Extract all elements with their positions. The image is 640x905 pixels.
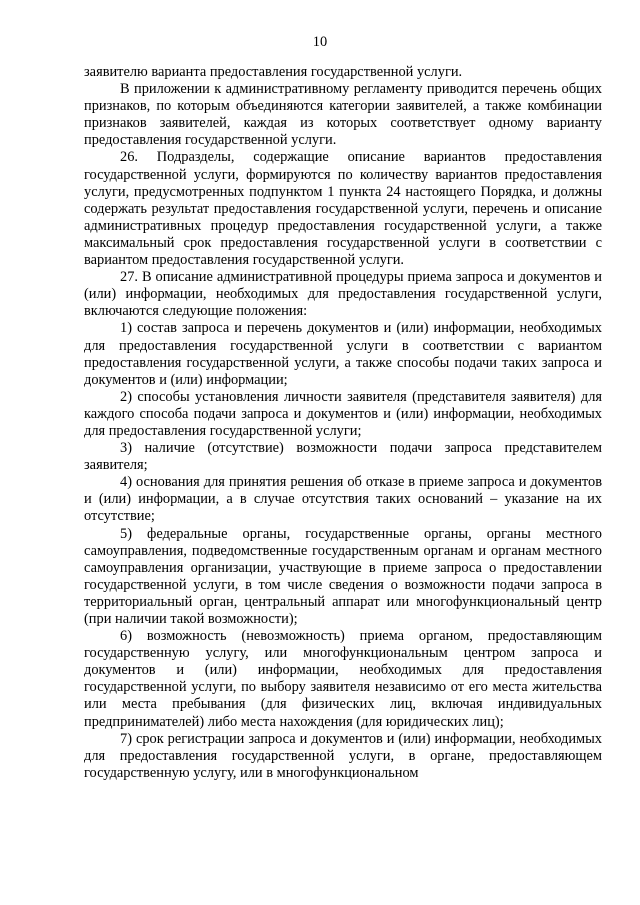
paragraph-3: 26. Подразделы, содержащие описание вариантов предоставления государственной услуги, формируются по количеству вариантов предоставления услуги, предусмотренных подпунктом 1 пункта 24 настоящего Порядка, и должны содержать результат предоставления государственной услуги, перечень и описание административных процедур предоставления государственной услуги, а также максимальный срок предоставления государственной услуги в соответствии с вариантом предоставления государственной услуги. <box>84 149 602 269</box>
list-item-7: 7) срок регистрации запроса и документов и (или) информации, необходимых для предоставления государственной услуги, в органе, предоставляющем государственную услугу, или в многофункциональном <box>84 730 602 781</box>
list-item-5: 5) федеральные органы, государственные органы, органы местного самоуправления, подведомственные государственным органам и органам местного самоуправления организации, участвующие в приеме запроса о предоставлении государственной услуги, в том числе сведения о возможности подачи запроса в территориальный орган, центральный аппарат или многофункциональный центр (при наличии такой возможности); <box>84 525 602 627</box>
paragraph-1: заявителю варианта предоставления государственной услуги. <box>84 64 463 80</box>
page-number: 10 <box>312 34 328 50</box>
list-item-3: 3) наличие (отсутствие) возможности подачи запроса представителем заявителя; <box>84 440 602 474</box>
paragraph-2: В приложении к административному регламенту приводится перечень общих признаков, по которым объединяются категории заявителей, а также комбинации признаков заявителей, каждая из которых соответствует одному варианту предоставления государственной услуги. <box>84 81 602 149</box>
list-item-6: 6) возможность (невозможность) приема органом, предоставляющим государственную услугу, или многофункциональным центром запроса и документов и (или) информации, необходимых для предоставления государственной услуги, по выбору заявителя независимо от его места жительства или места пребывания (для физических лиц, включая индивидуальных предпринимателей) либо места нахождения (для юридических лиц); <box>84 628 602 730</box>
paragraph-4: 27. В описание административной процедуры приема запроса и документов и (или) информации, необходимых для предоставления государственной услуги, включаются следующие положения: <box>84 269 602 320</box>
document-body <box>84 64 602 782</box>
list-item-2: 2) способы установления личности заявителя (представителя заявителя) для каждого способа подачи запроса и документов и (или) информации, необходимых для предоставления государственной услуги; <box>84 388 602 439</box>
list-item-1: 1) состав запроса и перечень документов и (или) информации, необходимых для предоставления государственной услуги в соответствии с вариантом предоставления государственной услуги, а также способы подачи таких запроса и документов и (или) информации; <box>84 320 602 388</box>
list-item-4: 4) основания для принятия решения об отказе в приеме запроса и документов и (или) информации, а в случае отсутствия таких оснований – указание на их отсутствие; <box>84 474 602 525</box>
